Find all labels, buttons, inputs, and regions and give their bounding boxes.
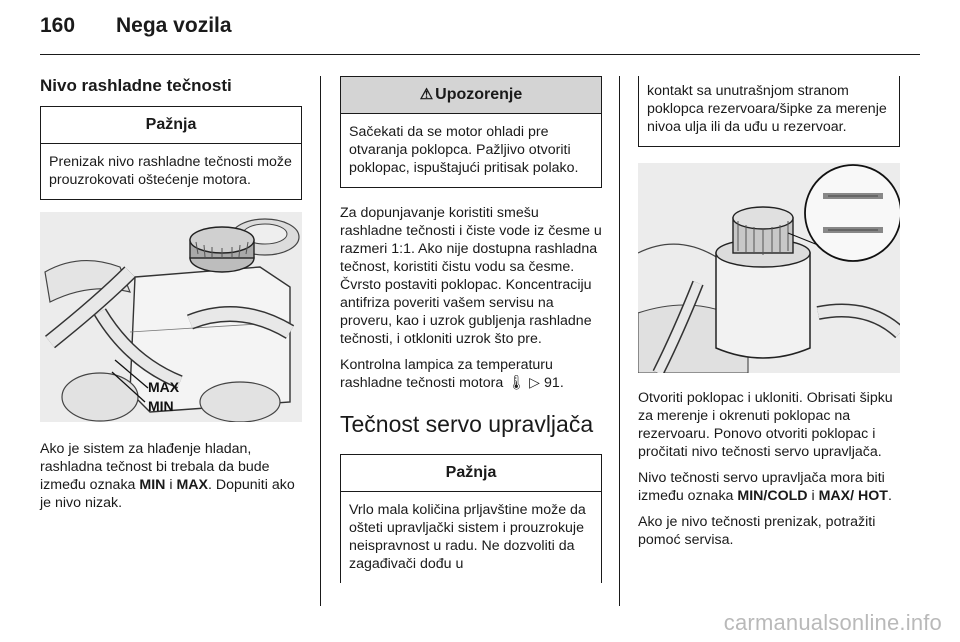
column-1 bbox=[40, 76, 302, 520]
notice-box-steering bbox=[340, 454, 602, 583]
min-cold-mark: MIN/COLD bbox=[737, 488, 808, 504]
coolant-reservoir-figure bbox=[40, 212, 302, 422]
section-heading-coolant: Nivo rashladne tečnosti bbox=[40, 76, 232, 95]
refill-paragraph: Za dopunjavanje koristiti smešu rashladne tečnosti i čiste vode iz česme u razmeri 1:1. Ako nije dostupna rashladna tečnost, koristiti čistu vodu sa česme. Čvrsto postaviti poklopac. Koncentraciju antifriza poveriti vašem servisu na proveru, kao i uzrok gubljenja rashladne tečnosti, i otkloniti uzrok što pre. bbox=[340, 205, 602, 347]
min-mark: MIN bbox=[139, 477, 166, 493]
header-rule bbox=[40, 54, 920, 55]
footer-watermark: carmanualsonline.info bbox=[723, 610, 942, 635]
service-paragraph: Ako je nivo tečnosti prenizak, potražiti pomoć servisa. bbox=[638, 514, 876, 548]
min-label: MIN bbox=[148, 398, 174, 414]
section-heading-power-steering: Tečnost servo upravljača bbox=[340, 411, 594, 437]
warning-title: Upozorenje bbox=[435, 86, 523, 103]
notice-body-steering: Vrlo mala količina prljavštine može da ošteti upravljački sistem i prouzrokuje neispravnost u radu. Ne dozvoliti da zagađivači dođu u bbox=[349, 502, 586, 572]
max-label: MAX bbox=[148, 379, 180, 395]
coolant-temperature-icon: 🌡 bbox=[507, 375, 526, 391]
notice-box bbox=[40, 106, 302, 200]
warning-box bbox=[340, 76, 602, 188]
notice-body-continued: kontakt sa unutrašnjom stranom poklopca rezervoara/šipke za merenje nivoa ulja ili da uđu u rezervoar. bbox=[647, 83, 887, 135]
warning-triangle-icon: ⚠ bbox=[419, 86, 434, 103]
max-hot-mark: MAX/ HOT bbox=[818, 488, 888, 504]
coolant-level-paragraph: Ako je sistem za hlađenje hladan, rashladna tečnost bi trebala da bude između oznaka MIN i MAX. Dopuniti ako je nivo nizak. bbox=[40, 441, 295, 511]
temperature-lamp-paragraph: Kontrolna lampica za temperaturu rashladne tečnosti motora 🌡 ▷ 91. bbox=[340, 357, 564, 391]
notice-title-steering: Pažnja bbox=[341, 455, 601, 492]
max-mark: MAX bbox=[176, 477, 208, 493]
warning-header bbox=[341, 77, 601, 114]
page-reference-arrow-icon: ▷ bbox=[529, 375, 541, 391]
notice-title: Pažnja bbox=[41, 107, 301, 144]
level-range-paragraph: Nivo tečnosti servo upravljača mora biti između oznaka MIN/COLD i MAX/ HOT. bbox=[638, 470, 892, 504]
page-number: 160 bbox=[40, 14, 76, 37]
check-level-paragraph: Otvoriti poklopac i ukloniti. Obrisati šipku za merenje i okrenuti poklopac na rezervoaru. Ponovo otvoriti poklopac i pročitati nivo tečnosti servo upravljača. bbox=[638, 390, 893, 460]
power-steering-reservoir-figure bbox=[638, 163, 900, 373]
notice-body: Prenizak nivo rashladne tečnosti može prouzrokovati oštećenje motora. bbox=[49, 154, 292, 188]
chapter-title: Nega vozila bbox=[116, 14, 232, 37]
notice-box-continued bbox=[638, 76, 900, 147]
column-3 bbox=[638, 76, 900, 557]
column-divider-right bbox=[619, 76, 620, 606]
column-divider-left bbox=[320, 76, 321, 606]
warning-body: Sačekati da se motor ohladi pre otvaranja poklopca. Pažljivo otvoriti poklopac, ispuštajući pritisak polako. bbox=[349, 124, 579, 176]
column-2 bbox=[340, 76, 602, 595]
